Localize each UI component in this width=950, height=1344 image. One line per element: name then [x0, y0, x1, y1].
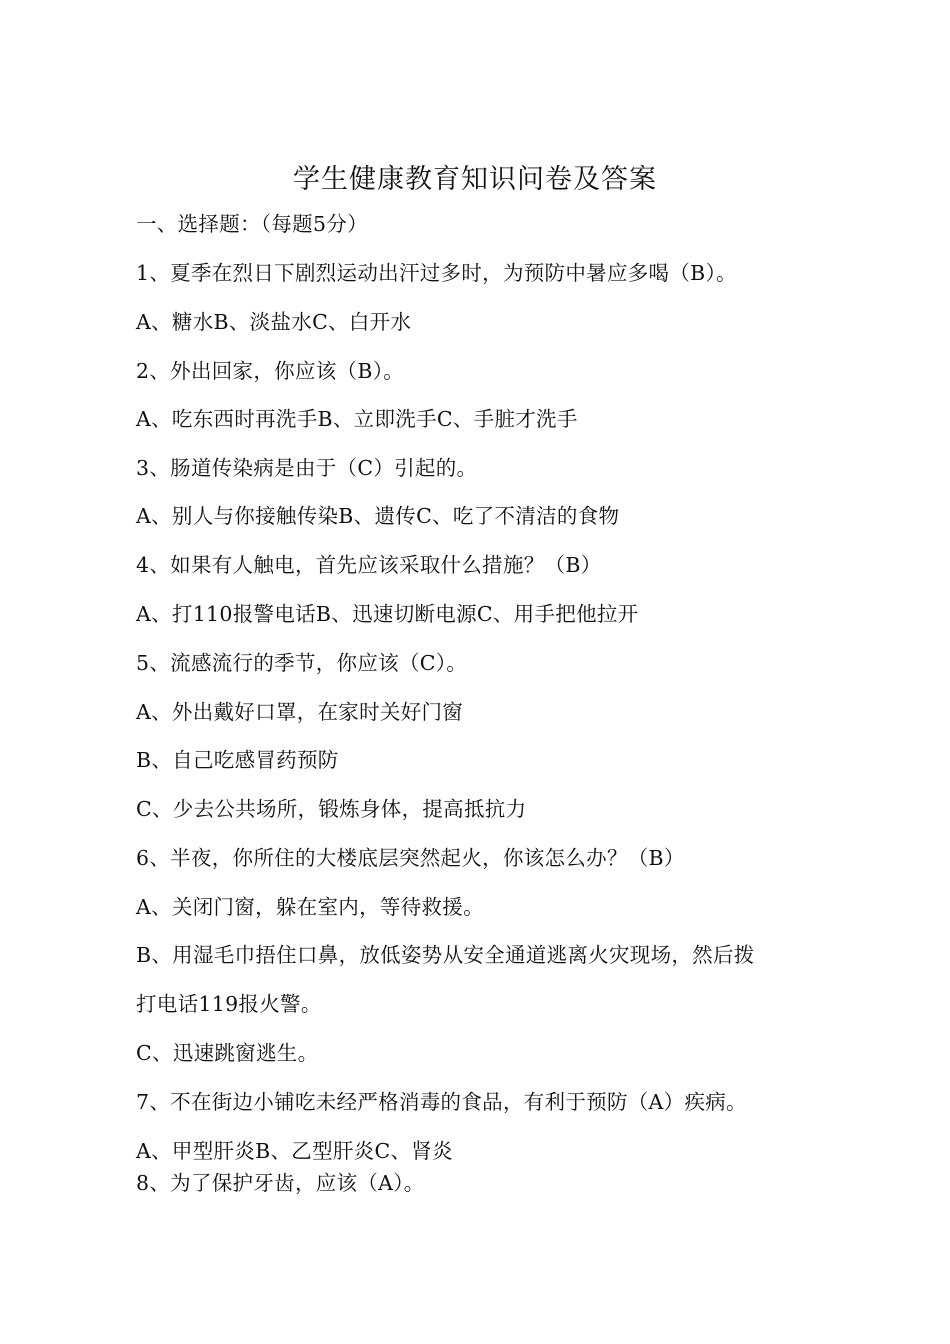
question-3-options: A、别人与你接触传染B、遗传C、吃了不清洁的食物 — [136, 504, 620, 528]
question-8: 8、为了保护牙齿，应该（A）。 — [136, 1171, 425, 1195]
question-5-option-b: B、自己吃感冒药预防 — [136, 748, 339, 772]
question-4: 4、如果有人触电，首先应该采取什么措施？（B） — [136, 553, 602, 577]
question-6-option-a: A、关闭门窗，躲在室内，等待救援。 — [136, 895, 484, 919]
question-5-option-a: A、外出戴好口罩，在家时关好门窗 — [136, 700, 464, 724]
question-7: 7、不在街边小铺吃未经严格消毒的食品，有利于预防（A）疾病。 — [136, 1090, 747, 1114]
question-2-options: A、吃东西时再洗手B、立即洗手C、手脏才洗手 — [136, 407, 578, 431]
question-5-option-c: C、少去公共场所，锻炼身体，提高抵抗力 — [136, 797, 527, 821]
question-3: 3、肠道传染病是由于（C）引起的。 — [136, 456, 478, 480]
question-6-option-b-continued: 打电话119报火警。 — [136, 992, 322, 1016]
question-6-option-b: B、用湿毛巾捂住口鼻，放低姿势从安全通道逃离火灾现场，然后拨 — [136, 943, 755, 967]
question-5: 5、流感流行的季节，你应该（C）。 — [136, 651, 468, 675]
section-heading: 一、选择题：（每题5分） — [136, 212, 368, 236]
question-2: 2、外出回家，你应该（B）。 — [136, 359, 405, 383]
question-7-options: A、甲型肝炎B、乙型肝炎C、肾炎 — [136, 1139, 453, 1163]
question-4-options: A、打110报警电话B、迅速切断电源C、用手把他拉开 — [136, 602, 639, 626]
document-title: 学生健康教育知识问卷及答案 — [293, 164, 657, 195]
question-1: 1、夏季在烈日下剧烈运动出汗过多时，为预防中暑应多喝（B）。 — [136, 261, 737, 285]
question-1-options: A、糖水B、淡盐水C、白开水 — [136, 310, 412, 334]
question-6-option-c: C、迅速跳窗逃生。 — [136, 1041, 319, 1065]
question-6: 6、半夜，你所住的大楼底层突然起火，你该怎么办？（B） — [136, 846, 685, 870]
